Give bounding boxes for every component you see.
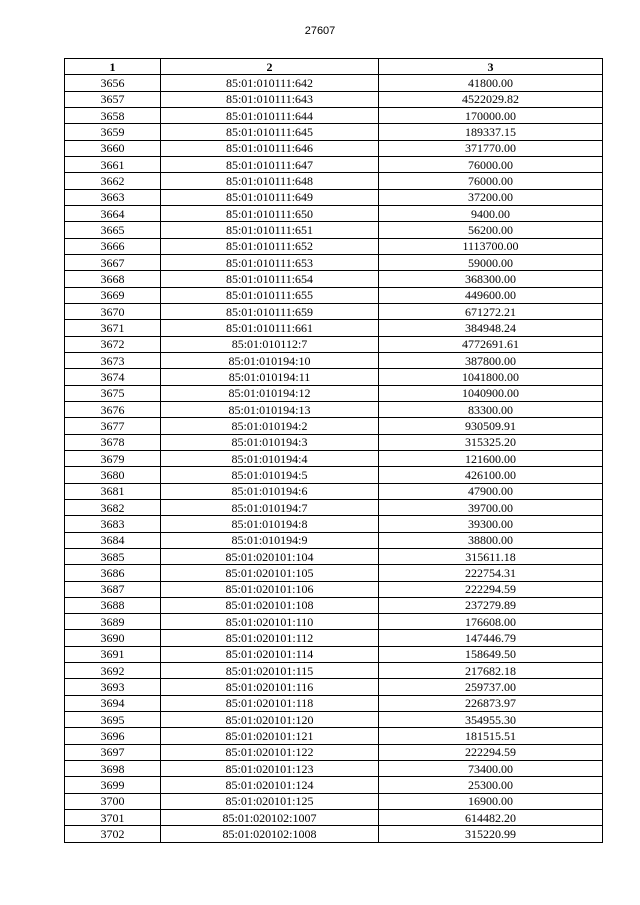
cadastral-number-cell: 85:01:010194:4 (161, 450, 379, 466)
row-index-cell: 3669 (65, 287, 161, 303)
table-row (65, 614, 603, 630)
cadastral-value-cell: 76000.00 (379, 156, 603, 172)
cadastral-value-cell: 59000.00 (379, 254, 603, 270)
cadastral-value-cell: 671272.21 (379, 303, 603, 319)
table-row (65, 499, 603, 515)
cadastral-value-cell: 614482.20 (379, 810, 603, 826)
cadastral-value-cell: 1113700.00 (379, 238, 603, 254)
cadastral-value-cell: 38800.00 (379, 532, 603, 548)
table-row (65, 777, 603, 793)
cadastral-number-cell: 85:01:010194:7 (161, 499, 379, 515)
cadastral-value-cell: 170000.00 (379, 107, 603, 123)
row-index-cell: 3665 (65, 222, 161, 238)
row-index-cell: 3686 (65, 565, 161, 581)
table-row (65, 712, 603, 728)
cadastral-number-cell: 85:01:010194:8 (161, 516, 379, 532)
cadastral-number-cell: 85:01:020101:121 (161, 728, 379, 744)
cadastral-number-cell: 85:01:010111:643 (161, 91, 379, 107)
cadastral-value-cell: 371770.00 (379, 140, 603, 156)
cadastral-number-cell: 85:01:020101:124 (161, 777, 379, 793)
cadastral-number-cell: 85:01:010194:6 (161, 483, 379, 499)
cadastral-value-cell: 354955.30 (379, 712, 603, 728)
cadastral-value-cell: 147446.79 (379, 630, 603, 646)
row-index-cell: 3674 (65, 369, 161, 385)
cadastral-number-cell: 85:01:020101:105 (161, 565, 379, 581)
cadastral-value-cell: 121600.00 (379, 450, 603, 466)
cadastral-number-cell: 85:01:010111:654 (161, 271, 379, 287)
cadastral-value-cell: 222294.59 (379, 744, 603, 760)
cadastral-number-cell: 85:01:020101:106 (161, 581, 379, 597)
cadastral-value-cell: 315611.18 (379, 548, 603, 564)
row-index-cell: 3685 (65, 548, 161, 564)
row-index-cell: 3681 (65, 483, 161, 499)
cadastral-value-cell: 16900.00 (379, 793, 603, 809)
cadastral-value-cell: 176608.00 (379, 614, 603, 630)
cadastral-value-cell: 9400.00 (379, 205, 603, 221)
row-index-cell: 3694 (65, 695, 161, 711)
table-row (65, 630, 603, 646)
cadastral-value-cell: 222294.59 (379, 581, 603, 597)
row-index-cell: 3659 (65, 124, 161, 140)
row-index-cell: 3684 (65, 532, 161, 548)
cadastral-number-cell: 85:01:010194:3 (161, 434, 379, 450)
row-index-cell: 3657 (65, 91, 161, 107)
cadastral-value-cell: 37200.00 (379, 189, 603, 205)
table-row (65, 728, 603, 744)
table-row (65, 695, 603, 711)
cadastral-number-cell: 85:01:010194:11 (161, 369, 379, 385)
table-row (65, 744, 603, 760)
cadastral-number-cell: 85:01:020101:123 (161, 761, 379, 777)
row-index-cell: 3689 (65, 614, 161, 630)
table-row (65, 826, 603, 842)
table-row (65, 565, 603, 581)
row-index-cell: 3680 (65, 467, 161, 483)
cadastral-number-cell: 85:01:010111:651 (161, 222, 379, 238)
table-row (65, 222, 603, 238)
table-row (65, 597, 603, 613)
cadastral-number-cell: 85:01:010111:659 (161, 303, 379, 319)
table-row (65, 156, 603, 172)
table-row (65, 369, 603, 385)
table-row (65, 385, 603, 401)
row-index-cell: 3695 (65, 712, 161, 728)
table-header-row (65, 59, 603, 75)
cadastral-number-cell: 85:01:010111:645 (161, 124, 379, 140)
table-row (65, 352, 603, 368)
table-row (65, 205, 603, 221)
cadastral-value-cell: 1040900.00 (379, 385, 603, 401)
table-row (65, 646, 603, 662)
cadastral-value-cell: 56200.00 (379, 222, 603, 238)
cadastral-value-table (64, 58, 603, 843)
cadastral-value-cell: 158649.50 (379, 646, 603, 662)
column-header-value: 3 (379, 59, 603, 75)
table-row (65, 810, 603, 826)
cadastral-value-cell: 25300.00 (379, 777, 603, 793)
cadastral-value-cell: 315325.20 (379, 434, 603, 450)
table-row (65, 663, 603, 679)
table-row (65, 124, 603, 140)
cadastral-value-cell: 426100.00 (379, 467, 603, 483)
cadastral-value-cell: 189337.15 (379, 124, 603, 140)
table-row (65, 271, 603, 287)
table-row (65, 254, 603, 270)
cadastral-value-cell: 39700.00 (379, 499, 603, 515)
row-index-cell: 3671 (65, 320, 161, 336)
row-index-cell: 3701 (65, 810, 161, 826)
cadastral-value-cell: 4772691.61 (379, 336, 603, 352)
table-row (65, 287, 603, 303)
cadastral-number-cell: 85:01:010111:644 (161, 107, 379, 123)
table-row (65, 467, 603, 483)
cadastral-value-cell: 83300.00 (379, 401, 603, 417)
cadastral-number-cell: 85:01:010111:646 (161, 140, 379, 156)
row-index-cell: 3702 (65, 826, 161, 842)
cadastral-value-cell: 4522029.82 (379, 91, 603, 107)
row-index-cell: 3663 (65, 189, 161, 205)
table-row (65, 401, 603, 417)
cadastral-value-cell: 41800.00 (379, 75, 603, 91)
cadastral-number-cell: 85:01:020102:1007 (161, 810, 379, 826)
table-body (65, 75, 603, 842)
row-index-cell: 3682 (65, 499, 161, 515)
cadastral-value-cell: 47900.00 (379, 483, 603, 499)
cadastral-number-cell: 85:01:010111:647 (161, 156, 379, 172)
cadastral-value-cell: 368300.00 (379, 271, 603, 287)
table-row (65, 532, 603, 548)
column-header-cadastral-number: 2 (161, 59, 379, 75)
cadastral-number-cell: 85:01:020102:1008 (161, 826, 379, 842)
cadastral-number-cell: 85:01:020101:104 (161, 548, 379, 564)
cadastral-value-cell: 39300.00 (379, 516, 603, 532)
cadastral-number-cell: 85:01:010111:649 (161, 189, 379, 205)
cadastral-number-cell: 85:01:010194:12 (161, 385, 379, 401)
row-index-cell: 3699 (65, 777, 161, 793)
page-number: 27607 (304, 25, 336, 37)
cadastral-number-cell: 85:01:010194:5 (161, 467, 379, 483)
table-row (65, 483, 603, 499)
row-index-cell: 3662 (65, 173, 161, 189)
table-row (65, 320, 603, 336)
cadastral-number-cell: 85:01:020101:112 (161, 630, 379, 646)
cadastral-value-cell: 1041800.00 (379, 369, 603, 385)
table-row (65, 107, 603, 123)
cadastral-number-cell: 85:01:020101:118 (161, 695, 379, 711)
cadastral-number-cell: 85:01:020101:116 (161, 679, 379, 695)
cadastral-number-cell: 85:01:010111:642 (161, 75, 379, 91)
row-index-cell: 3691 (65, 646, 161, 662)
table-row (65, 140, 603, 156)
row-index-cell: 3692 (65, 663, 161, 679)
cadastral-value-cell: 315220.99 (379, 826, 603, 842)
table-row (65, 793, 603, 809)
row-index-cell: 3690 (65, 630, 161, 646)
table-row (65, 303, 603, 319)
cadastral-number-cell: 85:01:020101:110 (161, 614, 379, 630)
row-index-cell: 3660 (65, 140, 161, 156)
row-index-cell: 3672 (65, 336, 161, 352)
table-row (65, 336, 603, 352)
cadastral-number-cell: 85:01:010194:2 (161, 418, 379, 434)
row-index-cell: 3658 (65, 107, 161, 123)
row-index-cell: 3697 (65, 744, 161, 760)
cadastral-number-cell: 85:01:010194:13 (161, 401, 379, 417)
cadastral-value-cell: 76000.00 (379, 173, 603, 189)
table-row (65, 679, 603, 695)
cadastral-number-cell: 85:01:010111:652 (161, 238, 379, 254)
row-index-cell: 3656 (65, 75, 161, 91)
row-index-cell: 3675 (65, 385, 161, 401)
row-index-cell: 3667 (65, 254, 161, 270)
row-index-cell: 3670 (65, 303, 161, 319)
row-index-cell: 3693 (65, 679, 161, 695)
cadastral-number-cell: 85:01:010112:7 (161, 336, 379, 352)
table-row (65, 581, 603, 597)
cadastral-value-cell: 259737.00 (379, 679, 603, 695)
cadastral-value-cell: 384948.24 (379, 320, 603, 336)
cadastral-value-cell: 222754.31 (379, 565, 603, 581)
cadastral-number-cell: 85:01:010194:10 (161, 352, 379, 368)
cadastral-number-cell: 85:01:010111:648 (161, 173, 379, 189)
cadastral-value-cell: 226873.97 (379, 695, 603, 711)
table-row (65, 418, 603, 434)
cadastral-number-cell: 85:01:010111:653 (161, 254, 379, 270)
row-index-cell: 3668 (65, 271, 161, 287)
cadastral-value-cell: 930509.91 (379, 418, 603, 434)
table-row (65, 450, 603, 466)
cadastral-number-cell: 85:01:020101:125 (161, 793, 379, 809)
table-row (65, 434, 603, 450)
row-index-cell: 3698 (65, 761, 161, 777)
cadastral-number-cell: 85:01:010194:9 (161, 532, 379, 548)
table-row (65, 173, 603, 189)
row-index-cell: 3673 (65, 352, 161, 368)
row-index-cell: 3683 (65, 516, 161, 532)
row-index-cell: 3687 (65, 581, 161, 597)
cadastral-number-cell: 85:01:020101:122 (161, 744, 379, 760)
row-index-cell: 3664 (65, 205, 161, 221)
row-index-cell: 3666 (65, 238, 161, 254)
column-header-index: 1 (65, 59, 161, 75)
row-index-cell: 3676 (65, 401, 161, 417)
row-index-cell: 3696 (65, 728, 161, 744)
cadastral-value-cell: 181515.51 (379, 728, 603, 744)
row-index-cell: 3677 (65, 418, 161, 434)
cadastral-value-cell: 73400.00 (379, 761, 603, 777)
table-row (65, 238, 603, 254)
cadastral-value-cell: 449600.00 (379, 287, 603, 303)
cadastral-number-cell: 85:01:020101:115 (161, 663, 379, 679)
row-index-cell: 3688 (65, 597, 161, 613)
table-row (65, 75, 603, 91)
cadastral-value-cell: 387800.00 (379, 352, 603, 368)
cadastral-number-cell: 85:01:020101:114 (161, 646, 379, 662)
cadastral-number-cell: 85:01:010111:650 (161, 205, 379, 221)
table-row (65, 91, 603, 107)
cadastral-number-cell: 85:01:020101:108 (161, 597, 379, 613)
cadastral-number-cell: 85:01:010111:661 (161, 320, 379, 336)
cadastral-number-cell: 85:01:010111:655 (161, 287, 379, 303)
table-row (65, 516, 603, 532)
row-index-cell: 3679 (65, 450, 161, 466)
table-row (65, 189, 603, 205)
cadastral-value-cell: 237279.89 (379, 597, 603, 613)
row-index-cell: 3678 (65, 434, 161, 450)
table-row (65, 761, 603, 777)
row-index-cell: 3661 (65, 156, 161, 172)
cadastral-number-cell: 85:01:020101:120 (161, 712, 379, 728)
row-index-cell: 3700 (65, 793, 161, 809)
cadastral-value-cell: 217682.18 (379, 663, 603, 679)
table-row (65, 548, 603, 564)
